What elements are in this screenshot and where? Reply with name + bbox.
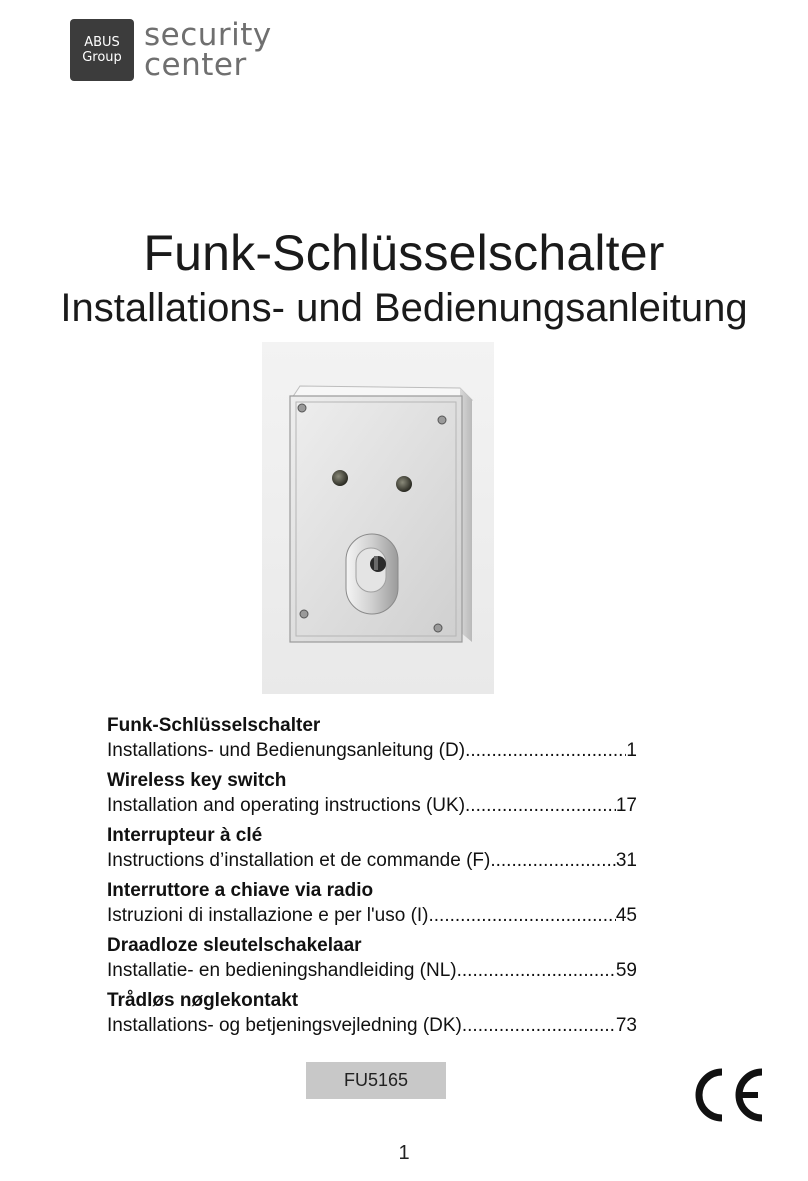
toc-line	[107, 793, 637, 818]
toc-text: Installations- og betjeningsvejledning (DK)	[107, 1015, 462, 1036]
toc-page-number: 1	[626, 740, 637, 761]
toc-entry[interactable]	[107, 934, 637, 983]
logo-box-line1: ABUS	[84, 35, 120, 50]
toc-leader-dots	[429, 903, 616, 928]
toc-page-number: 73	[615, 1015, 637, 1036]
toc-heading: Draadloze sleutelschakelaar	[107, 935, 362, 956]
toc-page-number: 17	[615, 795, 637, 816]
toc-line	[107, 738, 637, 763]
logo-text-line2: center	[144, 47, 247, 83]
page-number: 1	[398, 1142, 410, 1164]
toc-heading: Wireless key switch	[107, 770, 287, 791]
toc-leader-dots	[490, 848, 616, 873]
toc-text: Istruzioni di installazione e per l'uso (I)	[107, 905, 429, 926]
toc-heading: Interrupteur à clé	[107, 825, 263, 846]
abus-security-center-logo	[70, 18, 272, 82]
logo-wordmark	[144, 17, 272, 83]
toc-line	[107, 1013, 637, 1038]
table-of-contents	[107, 714, 637, 1044]
document-title: Funk-Schlüsselschalter	[143, 225, 665, 281]
toc-entry[interactable]	[107, 824, 637, 873]
toc-entry[interactable]	[107, 879, 637, 928]
toc-line	[107, 848, 637, 873]
toc-heading: Interruttore a chiave via radio	[107, 880, 374, 901]
toc-line	[107, 958, 637, 983]
toc-text: Installations- und Bedienungsanleitung (D)	[107, 740, 466, 761]
toc-page-number: 59	[615, 960, 637, 981]
toc-page-number: 45	[615, 905, 637, 926]
toc-leader-dots	[465, 793, 616, 818]
toc-heading: Trådløs nøglekontakt	[107, 990, 299, 1011]
toc-line	[107, 903, 637, 928]
model-number: FU5165	[343, 1070, 409, 1090]
toc-text: Instructions d’installation et de commande (F)	[107, 850, 491, 871]
toc-entry[interactable]	[107, 714, 637, 763]
model-number-box	[306, 1062, 446, 1099]
toc-entry[interactable]	[107, 989, 637, 1038]
document-subtitle: Installations- und Bedienungsanleitung	[60, 286, 748, 330]
key-switch-device-image	[262, 342, 494, 694]
toc-page-number: 31	[615, 850, 637, 871]
toc-text: Installatie- en bedieningshandleiding (NL)	[107, 960, 457, 981]
toc-leader-dots	[457, 958, 616, 983]
toc-leader-dots	[462, 1013, 616, 1038]
toc-leader-dots	[465, 738, 626, 763]
toc-text: Installation and operating instructions (UK)	[107, 795, 466, 816]
logo-text-line1: security	[144, 17, 272, 53]
abus-group-logo-box	[70, 19, 134, 81]
logo-box-line2: Group	[82, 50, 122, 65]
toc-entry[interactable]	[107, 769, 637, 818]
toc-heading: Funk-Schlüsselschalter	[107, 715, 321, 736]
ce-mark-icon	[688, 1066, 766, 1124]
